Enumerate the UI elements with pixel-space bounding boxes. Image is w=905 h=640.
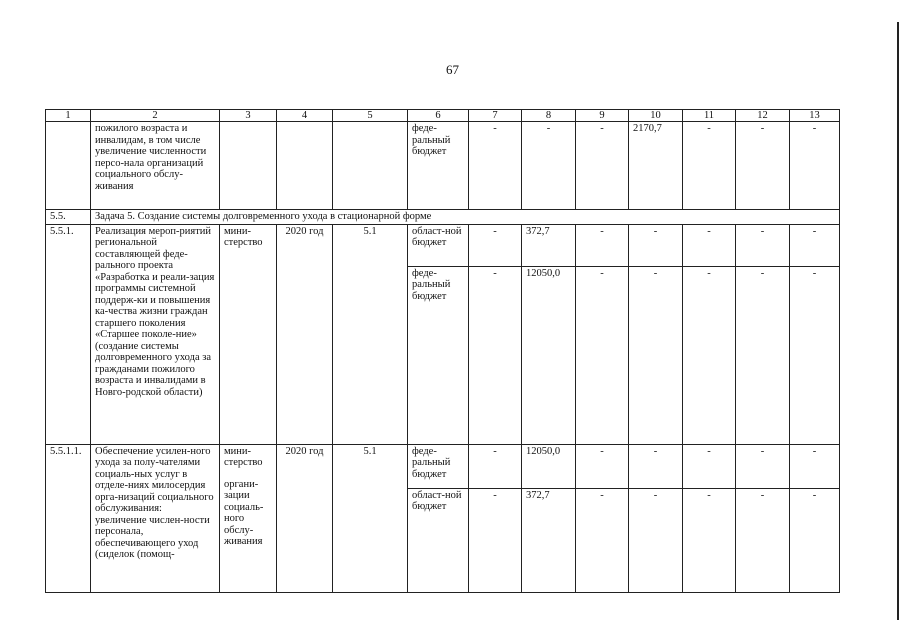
page-number: 67 (446, 62, 459, 77)
value-cell: 12050,0 (522, 444, 576, 488)
task-title: Задача 5. Создание системы долговременного ухода в стационарной форме (91, 210, 840, 225)
table-row (46, 224, 840, 266)
executor (220, 444, 277, 592)
value-cell: - (469, 122, 522, 210)
value-cell: - (576, 444, 629, 488)
value-cell: - (683, 122, 736, 210)
funding-source: феде-ральный бюджет (408, 122, 469, 210)
value-cell: - (522, 122, 576, 210)
header-row (46, 110, 840, 122)
col-header: 9 (576, 110, 629, 122)
col-header: 10 (629, 110, 683, 122)
value-cell: - (629, 444, 683, 488)
col-header: 7 (469, 110, 522, 122)
target-indicator: 5.1 (333, 444, 408, 592)
value-cell: - (736, 224, 790, 266)
measure-text: пожилого возраста и инвалидам, в том числе увеличение численности персо-нала организаций социального обслу-живания (91, 122, 220, 210)
value-cell: - (790, 488, 840, 592)
period: 2020 год (277, 224, 333, 444)
value-cell: - (683, 266, 736, 444)
value-cell: - (576, 224, 629, 266)
scan-edge-line (897, 22, 899, 620)
value-cell: - (469, 444, 522, 488)
value-cell: - (790, 224, 840, 266)
value-cell: - (629, 224, 683, 266)
table-cell (220, 122, 277, 210)
funding-source: феде-ральный бюджет (408, 266, 469, 444)
value-cell: 372,7 (522, 488, 576, 592)
task-row (46, 210, 840, 225)
value-cell: - (576, 122, 629, 210)
measure-text: Реализация мероп-риятий региональной составляющей феде-рального проекта «Разработка и реали-зация программы системной поддерж-ки и повышения ка-чества жизни граждан старшего поколения «Старшее поколе-ние» (создание системы долговременного ухода за гражданами пожилого возраста и инвалидами в Новго-родской области) (91, 224, 220, 444)
value-cell: - (736, 122, 790, 210)
funding-source: област-ной бюджет (408, 488, 469, 592)
col-header: 5 (333, 110, 408, 122)
col-header: 1 (46, 110, 91, 122)
col-header: 12 (736, 110, 790, 122)
program-table (45, 109, 840, 593)
value-cell: - (576, 266, 629, 444)
value-cell: - (736, 444, 790, 488)
table-cell (333, 122, 408, 210)
value-cell: - (683, 224, 736, 266)
value-cell: - (790, 266, 840, 444)
table-row (46, 122, 840, 210)
value-cell: - (629, 266, 683, 444)
col-header: 6 (408, 110, 469, 122)
value-cell: - (736, 266, 790, 444)
col-header: 11 (683, 110, 736, 122)
executor-organizations: органи-зации социаль-ного обслу-живания (224, 478, 264, 547)
funding-source: област-ной бюджет (408, 224, 469, 266)
value-cell: 12050,0 (522, 266, 576, 444)
measure-text: Обеспечение усилен-ного ухода за полу-чателями социаль-ных услуг в отделе-ниях милосердия орга-низаций социального обслуживания: увеличение числен-ности персонала, обеспечивающего уход (сиделок (помощ- (91, 444, 220, 592)
value-cell: - (469, 488, 522, 592)
funding-source: феде-ральный бюджет (408, 444, 469, 488)
executor: мини-стерство (220, 224, 277, 444)
table-cell (46, 122, 91, 210)
col-header: 8 (522, 110, 576, 122)
row-number: 5.5.1.1. (46, 444, 91, 592)
value-cell: - (736, 488, 790, 592)
row-number: 5.5.1. (46, 224, 91, 444)
target-indicator: 5.1 (333, 224, 408, 444)
value-cell: - (790, 122, 840, 210)
col-header: 13 (790, 110, 840, 122)
value-cell: - (683, 444, 736, 488)
row-number: 5.5. (46, 210, 91, 225)
col-header: 3 (220, 110, 277, 122)
value-cell: 2170,7 (629, 122, 683, 210)
value-cell: - (469, 224, 522, 266)
table-cell (277, 122, 333, 210)
executor-ministry: мини-стерство (224, 445, 263, 468)
value-cell: - (469, 266, 522, 444)
value-cell: 372,7 (522, 224, 576, 266)
value-cell: - (576, 488, 629, 592)
table-row (46, 444, 840, 488)
value-cell: - (790, 444, 840, 488)
col-header: 4 (277, 110, 333, 122)
period: 2020 год (277, 444, 333, 592)
value-cell: - (683, 488, 736, 592)
value-cell: - (629, 488, 683, 592)
col-header: 2 (91, 110, 220, 122)
